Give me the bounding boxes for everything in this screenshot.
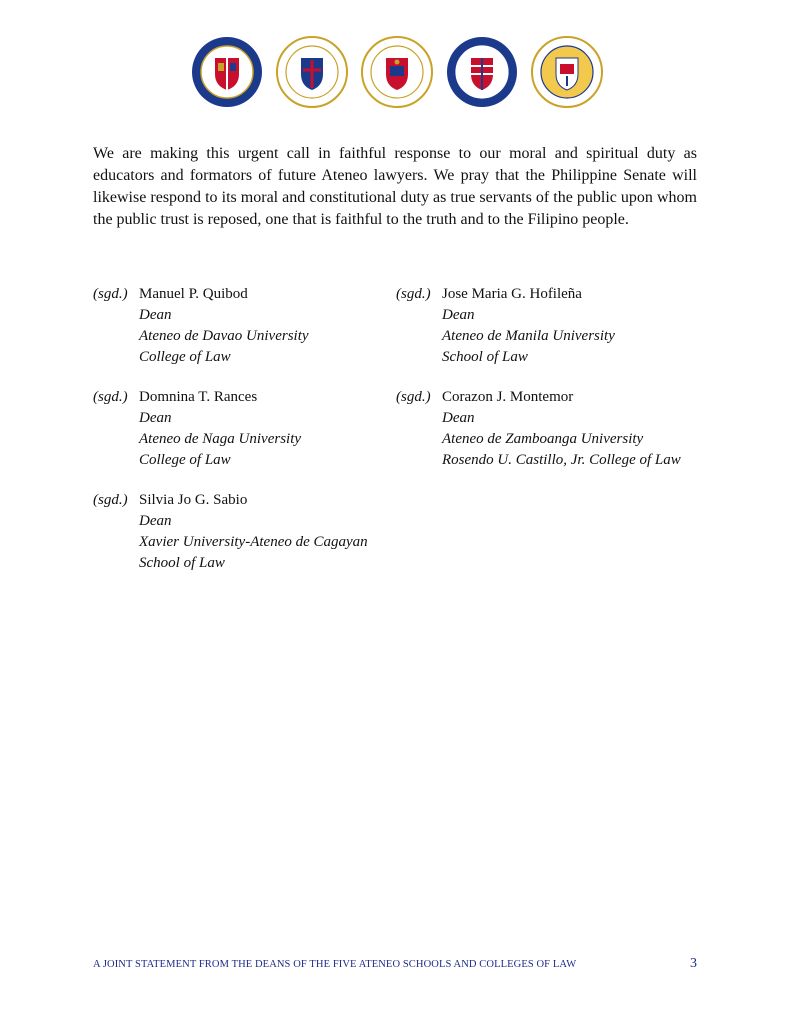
signed-mark: (sgd.): [93, 286, 128, 302]
seal-graphic: [446, 36, 518, 108]
signatory-school: Ateneo de Naga University: [139, 431, 302, 447]
xavier-university-seal-icon: [531, 36, 603, 108]
seal-graphic: [361, 36, 433, 108]
signatory-name: Corazon J. Montemor: [442, 389, 574, 405]
signatory-name: Domnina T. Rances: [139, 389, 258, 405]
signatory-title: Dean: [442, 307, 475, 323]
signatory-school: Ateneo de Davao University: [139, 328, 309, 344]
seal-graphic: [276, 36, 348, 108]
signatory-unit: Rosendo U. Castillo, Jr. College of Law: [442, 452, 681, 468]
signatory-unit: School of Law: [139, 555, 225, 571]
signatory-title: Dean: [139, 307, 172, 323]
signatory-unit: College of Law: [139, 349, 231, 365]
ateneo-de-zamboanga-seal-icon: [446, 36, 518, 108]
signatory-title: Dean: [139, 410, 172, 426]
seal-graphic: [531, 36, 603, 108]
ateneo-de-naga-seal-icon: [361, 36, 433, 108]
signatory-name: Manuel P. Quibod: [139, 286, 248, 302]
signed-mark: (sgd.): [396, 286, 431, 302]
signed-mark: (sgd.): [396, 389, 431, 405]
footer-title: A JOINT STATEMENT FROM THE DEANS OF THE FIVE ATENEO SCHOOLS AND COLLEGES OF LAW: [93, 959, 577, 970]
signed-mark: (sgd.): [93, 492, 128, 508]
signatory-school: Xavier University-Ateneo de Cagayan: [139, 534, 368, 550]
signatory-title: Dean: [442, 410, 475, 426]
signatory-details: [442, 284, 615, 368]
ateneo-de-davao-seal-icon: [191, 36, 263, 108]
signatory-unit: College of Law: [139, 452, 231, 468]
page-footer: [93, 956, 697, 974]
signatory-details: [139, 490, 368, 574]
signatory-details: [139, 387, 301, 471]
closing-paragraph: We are making this urgent call in faithful response to our moral and spiritual duty as educators and formators of future Ateneo lawyers. We pray that the Philippine Senate will likewise respond to its moral and constitutional duty as true servants of the public upon whom the public trust is reposed, one that is faithful to the truth and to the Filipino people.: [93, 145, 697, 228]
signatory-school: Ateneo de Manila University: [442, 328, 615, 344]
signatory-school: Ateneo de Zamboanga University: [442, 431, 644, 447]
signatory-details: [139, 284, 309, 368]
signatory-details: [442, 387, 681, 471]
ateneo-de-manila-seal-icon: [276, 36, 348, 108]
signatory-unit: School of Law: [442, 349, 528, 365]
signatory-name: Silvia Jo G. Sabio: [139, 492, 248, 508]
signatory-title: Dean: [139, 513, 172, 529]
signatory-name: Jose Maria G. Hofileña: [442, 286, 582, 302]
page-number: 3: [690, 956, 697, 971]
seal-graphic: [191, 36, 263, 108]
university-seals: [191, 36, 601, 108]
signed-mark: (sgd.): [93, 389, 128, 405]
